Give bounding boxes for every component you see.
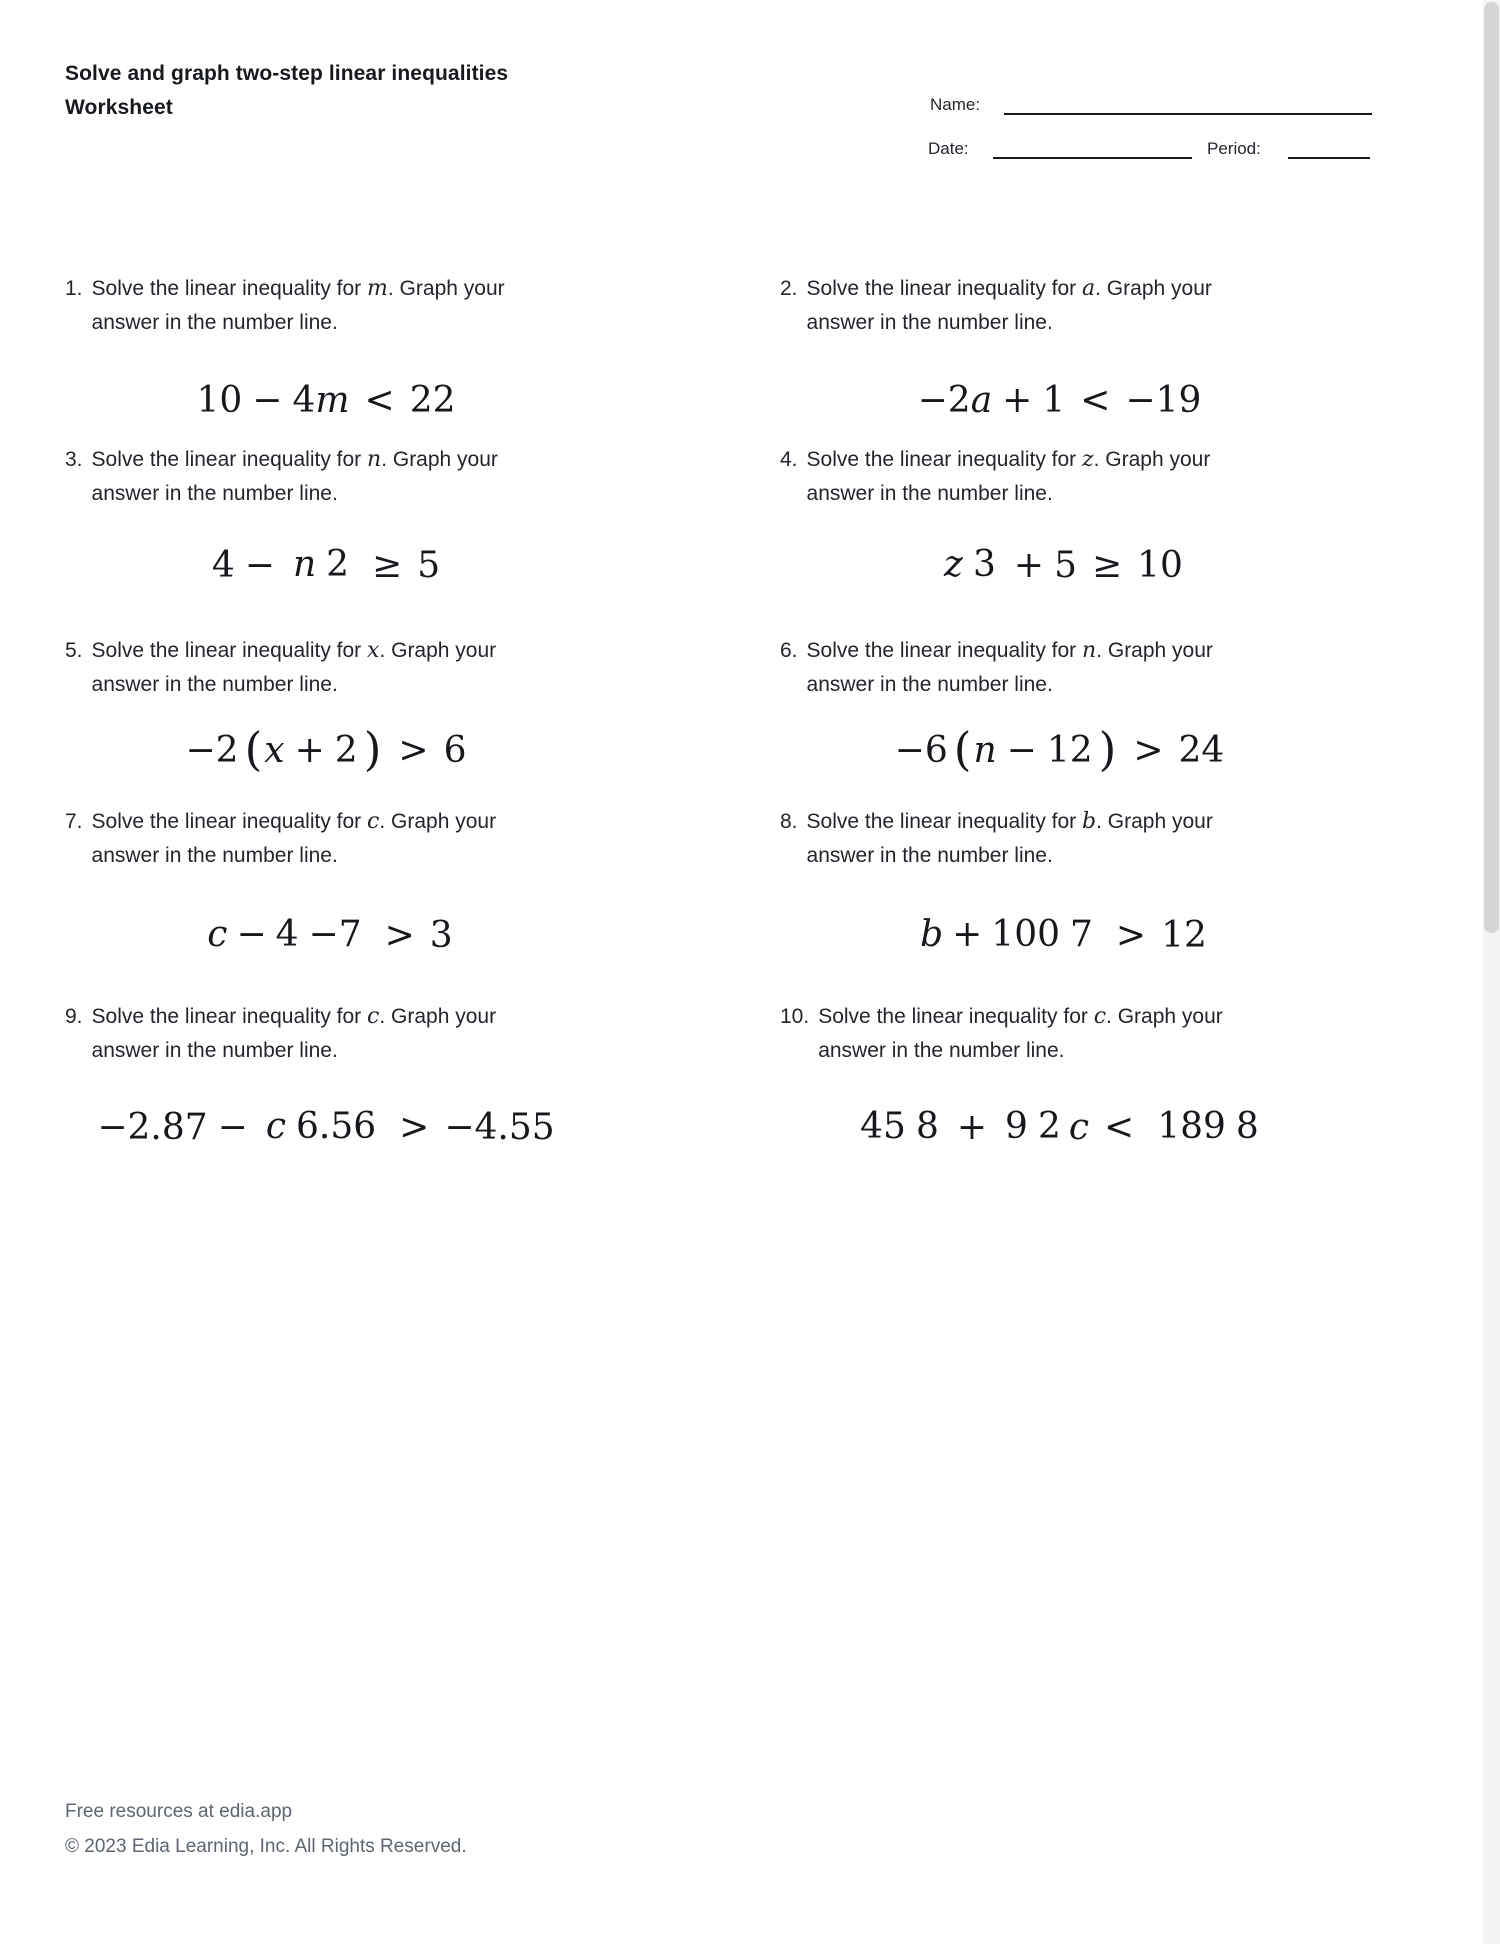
- math-token: −: [236, 914, 267, 956]
- problem-variable: a: [1082, 276, 1096, 301]
- equation: [97, 1106, 554, 1147]
- math-token: −6: [894, 729, 948, 771]
- name-blank-line: [1004, 113, 1372, 115]
- problem-item: [780, 272, 1395, 460]
- equation: [186, 724, 467, 777]
- math-token: >: [399, 1106, 430, 1148]
- fraction-denominator: [1033, 1107, 1066, 1147]
- fraction-numerator: [1152, 1107, 1231, 1147]
- math-token: 4: [292, 379, 316, 421]
- math-token: 189: [1157, 1106, 1226, 1148]
- math-token: 2: [326, 544, 350, 586]
- fraction: [261, 1106, 381, 1147]
- math-token: <: [1104, 1106, 1135, 1148]
- problem-item: [65, 272, 643, 460]
- math-token: 100: [991, 914, 1061, 956]
- math-token: +: [1002, 379, 1033, 421]
- statement-line2: answer in the number line.: [91, 311, 338, 334]
- equation: [199, 914, 452, 955]
- problem-text: Solve the linear inequality for z. Graph your answer in the number line.: [807, 443, 1395, 511]
- math-variable: a: [970, 379, 993, 421]
- problem-variable: x: [367, 638, 380, 663]
- problem-text: Solve the linear inequality for b. Graph your answer in the number line.: [807, 805, 1395, 873]
- math-token: −2.87: [97, 1106, 208, 1148]
- fraction: [915, 914, 1098, 955]
- problem-text: Solve the linear inequality for n. Graph your answer in the number line.: [807, 634, 1395, 702]
- problem-variable: n: [367, 447, 382, 472]
- math-token: 2: [1037, 1106, 1061, 1148]
- problem-text: Solve the linear inequality for m. Graph your answer in the number line.: [92, 272, 643, 340]
- fraction-denominator: [968, 545, 1001, 585]
- problem-number: 9.: [65, 1005, 83, 1028]
- equation: [912, 914, 1207, 955]
- problem-item: [65, 805, 643, 997]
- problem-text: Solve the linear inequality for x. Graph your answer in the number line.: [92, 634, 643, 702]
- worksheet-title-line1: Solve and graph two-step linear inequalities: [65, 62, 509, 85]
- statement-line2: answer in the number line.: [806, 482, 1053, 505]
- math-token: >: [384, 914, 415, 956]
- fraction-numerator: [288, 545, 321, 585]
- problem-number: 7.: [65, 810, 83, 833]
- math-token: 10: [196, 379, 243, 421]
- problem-item: [65, 634, 643, 798]
- equation-area: [65, 873, 643, 997]
- equation: [852, 1106, 1267, 1147]
- problem-number: 4.: [780, 448, 798, 471]
- fraction-denominator: [911, 1107, 944, 1147]
- math-variable: x: [264, 729, 285, 771]
- math-token: −: [252, 379, 283, 421]
- date-label: Date:: [928, 139, 969, 158]
- math-token: (: [244, 722, 263, 776]
- math-variable: c: [1068, 1106, 1090, 1148]
- problem-variable: n: [1082, 638, 1097, 663]
- math-variable: c: [265, 1106, 286, 1148]
- fraction-denominator: [1231, 1107, 1264, 1147]
- equation-area: [780, 702, 1395, 798]
- math-token: 12: [1161, 914, 1207, 956]
- math-token: +: [956, 1106, 988, 1148]
- date-blank-line: [993, 157, 1192, 159]
- scrollbar-thumb[interactable]: [1484, 2, 1499, 933]
- problem-item: [65, 1000, 643, 1186]
- problem-variable: c: [367, 1004, 380, 1029]
- math-token: −: [244, 544, 275, 586]
- fraction-denominator: [321, 545, 354, 585]
- fraction-denominator: [1065, 915, 1098, 955]
- math-token: 10: [1137, 544, 1183, 586]
- fraction-numerator: [855, 1107, 911, 1147]
- worksheet-title-line2: Worksheet: [65, 96, 173, 119]
- equation: [936, 544, 1183, 585]
- math-token: 1: [1042, 379, 1066, 421]
- problem-number: 5.: [65, 639, 83, 662]
- statement-line2: answer in the number line.: [806, 844, 1053, 867]
- problem-text: Solve the linear inequality for c. Graph your answer in the number line.: [92, 1000, 643, 1068]
- fraction-denominator: [304, 915, 367, 955]
- math-variable: b: [920, 914, 944, 956]
- problem-number: 2.: [780, 277, 798, 300]
- problem-statement: [780, 1000, 1395, 1068]
- math-token: 9: [1005, 1106, 1028, 1148]
- math-token: >: [1133, 729, 1164, 771]
- math-token: 6.56: [296, 1106, 377, 1148]
- math-token: ): [1098, 722, 1117, 776]
- problem-statement: [780, 272, 1395, 340]
- math-token: 2: [334, 729, 358, 771]
- math-token: −4.55: [444, 1106, 555, 1148]
- problem-variable: m: [367, 276, 388, 301]
- worksheet-title: [65, 57, 705, 125]
- math-variable: z: [944, 544, 963, 586]
- problem-statement: [65, 272, 643, 340]
- math-token: +: [294, 729, 325, 771]
- math-token: 12: [1046, 729, 1093, 771]
- problem-item: [780, 1000, 1395, 1186]
- math-token: 22: [409, 379, 456, 421]
- problem-number: 6.: [780, 639, 798, 662]
- math-token: ): [363, 722, 382, 776]
- math-token: 3: [973, 544, 996, 586]
- equation: [212, 544, 440, 585]
- math-token: +: [952, 914, 983, 956]
- footer-copyright-text: © 2023 Edia Learning, Inc. All Rights Reserved.: [65, 1836, 467, 1857]
- math-token: 5: [417, 544, 441, 586]
- equation-area: [780, 340, 1395, 460]
- equation: [895, 724, 1225, 777]
- statement-line2: answer in the number line.: [806, 311, 1053, 334]
- equation: [196, 380, 455, 421]
- equation-area: [780, 873, 1395, 997]
- problem-number: 1.: [65, 277, 83, 300]
- problem-item: [780, 805, 1395, 997]
- fraction: [288, 544, 354, 585]
- period-blank-line: [1288, 157, 1370, 159]
- math-variable: c: [207, 914, 228, 956]
- math-token: >: [398, 729, 429, 771]
- fraction: [855, 1106, 944, 1147]
- statement-line2: answer in the number line.: [91, 482, 338, 505]
- problem-variable: c: [367, 809, 380, 834]
- problem-item: [780, 634, 1395, 798]
- math-token: 3: [429, 914, 453, 956]
- statement-line2: answer in the number line.: [91, 673, 338, 696]
- math-token: 4: [211, 544, 235, 586]
- math-token: <: [1080, 379, 1111, 421]
- problem-statement: [780, 443, 1395, 511]
- statement-line2: answer in the number line.: [91, 1039, 338, 1062]
- fraction-numerator: [202, 915, 303, 955]
- fraction-numerator: [939, 545, 968, 585]
- statement-line2: answer in the number line.: [806, 673, 1053, 696]
- math-token: +: [1013, 544, 1045, 586]
- problem-text: Solve the linear inequality for c. Graph your answer in the number line.: [92, 805, 643, 873]
- problem-statement: [780, 634, 1395, 702]
- equation-area: [780, 511, 1395, 619]
- problem-statement: [65, 634, 643, 702]
- problem-text: Solve the linear inequality for a. Graph your answer in the number line.: [807, 272, 1395, 340]
- math-token: 6: [443, 729, 467, 771]
- math-token: ≥: [372, 544, 403, 586]
- problem-item: [780, 443, 1395, 619]
- math-token: 24: [1178, 729, 1225, 771]
- fraction-numerator: [915, 915, 1065, 955]
- math-token: −2: [917, 379, 971, 421]
- fraction-numerator: [1000, 1107, 1033, 1147]
- problem-variable: b: [1082, 809, 1097, 834]
- math-token: 7: [1070, 914, 1093, 956]
- math-token: −: [217, 1106, 248, 1148]
- equation: [918, 380, 1202, 421]
- footer: [65, 1794, 467, 1864]
- math-variable: n: [292, 544, 317, 586]
- math-token: −19: [1125, 379, 1202, 421]
- math-token: 8: [1235, 1106, 1259, 1148]
- statement-line2: answer in the number line.: [818, 1039, 1065, 1062]
- fraction: [939, 544, 1001, 585]
- math-token: −2: [185, 729, 239, 771]
- math-token: (: [953, 722, 972, 776]
- problem-item: [65, 443, 643, 619]
- math-token: −7: [308, 914, 362, 956]
- fraction: [1000, 1106, 1066, 1147]
- fraction: [202, 914, 366, 955]
- math-token: ≥: [1091, 544, 1123, 586]
- problem-text: Solve the linear inequality for n. Graph your answer in the number line.: [92, 443, 643, 511]
- problem-variable: c: [1093, 1004, 1107, 1029]
- problem-number: 3.: [65, 448, 83, 471]
- math-token: 45: [860, 1106, 906, 1148]
- problem-number: 10.: [780, 1005, 810, 1028]
- period-label: Period:: [1207, 139, 1261, 158]
- math-token: −: [1006, 729, 1037, 771]
- problem-statement: [65, 443, 643, 511]
- problem-statement: [780, 805, 1395, 873]
- problem-statement: [65, 1000, 643, 1068]
- math-variable: n: [973, 729, 997, 771]
- scrollbar-track[interactable]: [1483, 0, 1500, 1944]
- fraction-denominator: [291, 1107, 381, 1147]
- equation-area: [65, 340, 643, 460]
- name-label: Name:: [930, 95, 981, 114]
- footer-resources-text: Free resources at edia.app: [65, 1801, 293, 1822]
- math-token: 4: [275, 914, 299, 956]
- problem-statement: [65, 805, 643, 873]
- problem-number: 8.: [780, 810, 798, 833]
- equation-area: [65, 511, 643, 619]
- equation-area: [780, 1068, 1395, 1186]
- math-token: <: [364, 379, 395, 421]
- problem-text: Solve the linear inequality for c. Graph your answer in the number line.: [818, 1000, 1395, 1068]
- fraction: [1152, 1106, 1264, 1147]
- equation-area: [65, 702, 643, 798]
- math-token: 5: [1054, 544, 1077, 586]
- equation-area: [65, 1068, 643, 1186]
- math-token: >: [1115, 914, 1147, 956]
- fraction-numerator: [261, 1107, 291, 1147]
- statement-line2: answer in the number line.: [91, 844, 338, 867]
- math-token: 8: [915, 1106, 939, 1148]
- math-variable: m: [315, 379, 350, 421]
- problem-variable: z: [1082, 447, 1094, 472]
